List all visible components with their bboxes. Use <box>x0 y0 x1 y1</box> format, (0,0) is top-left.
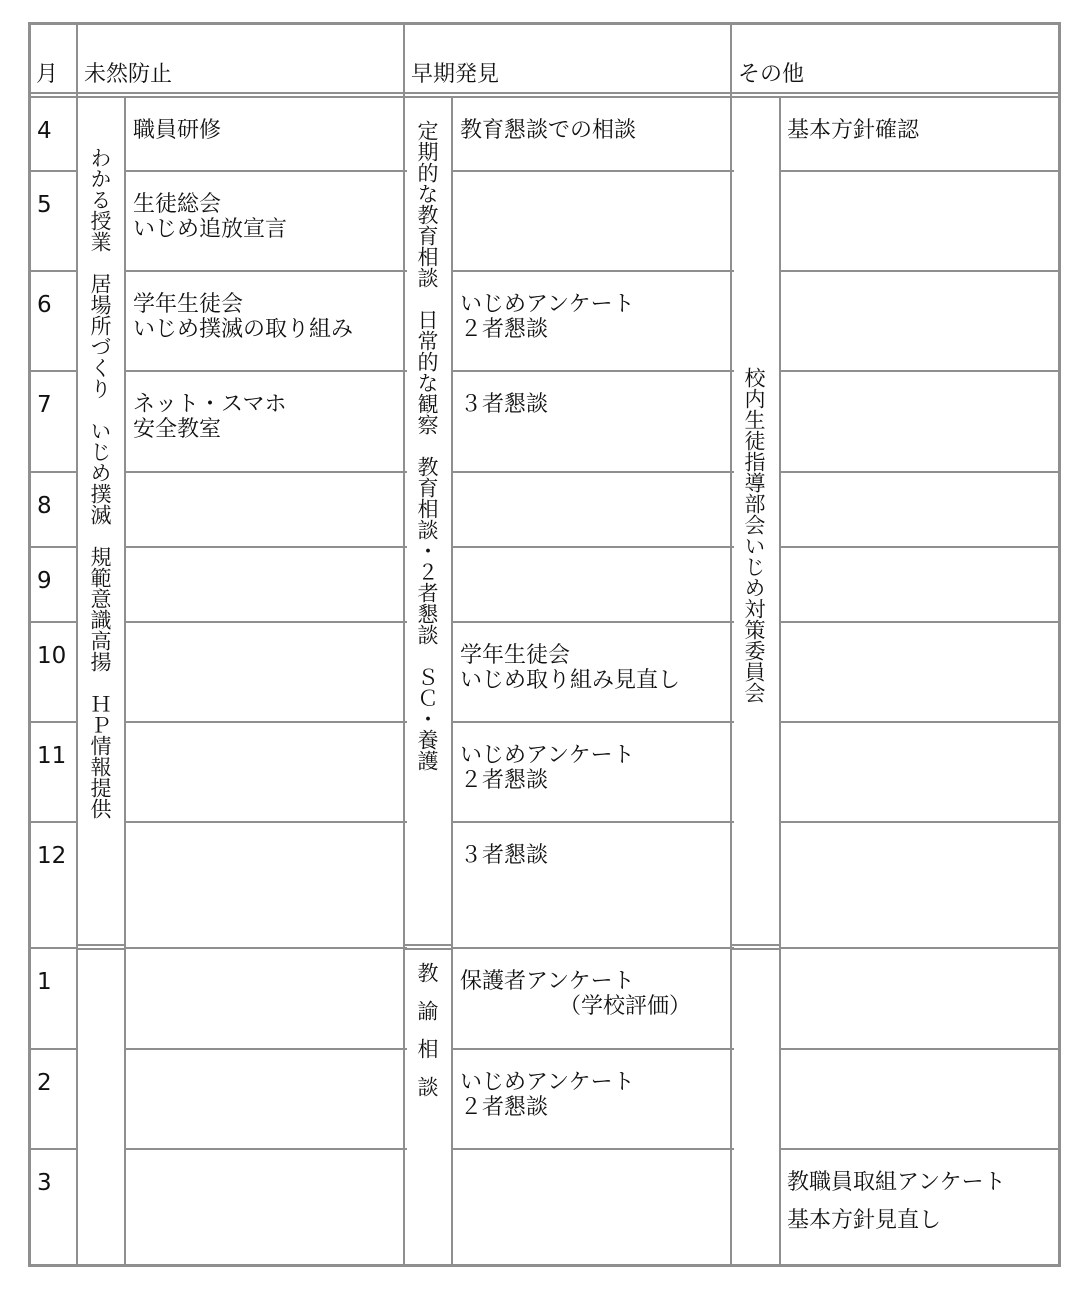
row-rule <box>28 270 78 272</box>
row-rule <box>451 721 734 723</box>
early-activities-vertical: 定期的な教育相談 日常的な観察 教育相談・２者懇談 ＳＣ・養護 <box>415 120 439 771</box>
row-rule <box>28 471 78 473</box>
row-rule <box>124 621 407 623</box>
month-cell: 8 <box>37 493 52 519</box>
row-rule <box>779 546 1060 548</box>
annual-plan-table <box>28 22 1061 1267</box>
month-cell: 3 <box>37 1170 52 1196</box>
month-cell: 2 <box>37 1070 52 1096</box>
row-rule <box>779 370 1060 372</box>
early-detection-cell: 学年生徒会 いじめ取り組み見直し <box>460 643 681 693</box>
row-rule <box>451 947 734 949</box>
row-rule <box>451 471 734 473</box>
row-rule <box>779 170 1060 172</box>
prevention-activities-vertical: わかる授業 居場所づくり いじめ撲滅 規範意識高揚 ＨＰ情報提供 <box>88 147 112 819</box>
term-rule-b2 <box>405 948 451 950</box>
border-right <box>1058 22 1061 1267</box>
row-rule <box>28 1148 78 1150</box>
row-rule <box>28 1048 78 1050</box>
early-detection-cell: 保護者アンケート （学校評価） <box>460 969 692 1019</box>
row-rule <box>451 170 734 172</box>
row-rule <box>779 270 1060 272</box>
other-cell: 教職員取組アンケート 基本方針見直し <box>787 1170 1006 1233</box>
early-detection-cell: ３者懇談 <box>460 843 549 868</box>
header-early-detection: 早期発見 <box>411 62 500 87</box>
row-rule <box>451 821 734 823</box>
term-rule-a <box>78 944 124 946</box>
col-divider-early <box>730 22 732 1267</box>
row-rule <box>451 370 734 372</box>
term-rule-c2 <box>732 948 779 950</box>
early-detection-cell: いじめアンケート ２者懇談 <box>460 1070 635 1120</box>
border-top <box>28 22 1061 25</box>
prevention-cell: 学年生徒会 いじめ撲滅の取り組み <box>133 292 354 342</box>
early-detection-cell: 教育懇談での相談 <box>460 118 637 143</box>
row-rule <box>779 721 1060 723</box>
row-rule <box>779 821 1060 823</box>
row-rule <box>124 170 407 172</box>
row-rule <box>124 821 407 823</box>
row-rule <box>451 1148 734 1150</box>
month-cell: 9 <box>37 568 52 594</box>
month-cell: 4 <box>37 118 52 144</box>
month-cell: 5 <box>37 192 52 218</box>
row-rule <box>28 170 78 172</box>
early-detection-cell: いじめアンケート ２者懇談 <box>460 292 635 342</box>
header-prevention: 未然防止 <box>84 62 173 87</box>
header-month: 月 <box>36 62 59 87</box>
early-detection-cell: いじめアンケート ２者懇談 <box>460 743 635 793</box>
row-rule <box>124 1148 407 1150</box>
row-rule <box>124 370 407 372</box>
row-rule <box>28 370 78 372</box>
month-cell: 10 <box>37 643 67 669</box>
row-rule <box>779 471 1060 473</box>
term-rule-a2 <box>78 948 124 950</box>
prevention-cell: ネット・スマホ 安全教室 <box>133 392 287 442</box>
row-rule <box>779 947 1060 949</box>
row-rule <box>28 821 78 823</box>
term-rule-c <box>732 944 779 946</box>
prevention-cell: 生徒総会 いじめ追放宣言 <box>133 192 288 242</box>
row-rule <box>124 270 407 272</box>
month-cell: 1 <box>37 969 52 995</box>
month-cell: 11 <box>37 743 67 769</box>
month-cell: 12 <box>37 843 67 869</box>
row-rule <box>28 546 78 548</box>
row-rule <box>124 1048 407 1050</box>
row-rule <box>124 721 407 723</box>
row-rule <box>451 546 734 548</box>
row-rule <box>28 621 78 623</box>
row-rule <box>28 947 78 949</box>
early-detection-cell: ３者懇談 <box>460 392 549 417</box>
border-bottom <box>28 1264 1061 1267</box>
row-rule <box>451 1048 734 1050</box>
row-rule <box>124 947 407 949</box>
committee-vertical: 校内生徒指導部会いじめ対策委員会 <box>742 367 766 703</box>
prevention-cell: 職員研修 <box>133 118 222 143</box>
col-divider-prevention <box>403 22 405 1267</box>
row-rule <box>451 270 734 272</box>
header-other: その他 <box>738 62 805 87</box>
early-teacher-vertical: 教諭相談 <box>415 962 439 1114</box>
row-rule <box>451 621 734 623</box>
col-divider-month <box>76 22 78 1267</box>
row-rule <box>124 471 407 473</box>
other-cell: 基本方針確認 <box>787 118 920 143</box>
header-rule-2 <box>28 96 1061 98</box>
month-cell: 6 <box>37 292 52 318</box>
term-rule-b <box>405 944 451 946</box>
row-rule <box>779 621 1060 623</box>
row-rule <box>124 546 407 548</box>
row-rule <box>779 1148 1060 1150</box>
row-rule <box>28 721 78 723</box>
border-left <box>28 22 31 1267</box>
month-cell: 7 <box>37 392 52 418</box>
row-rule <box>779 1048 1060 1050</box>
header-rule <box>28 92 1061 94</box>
